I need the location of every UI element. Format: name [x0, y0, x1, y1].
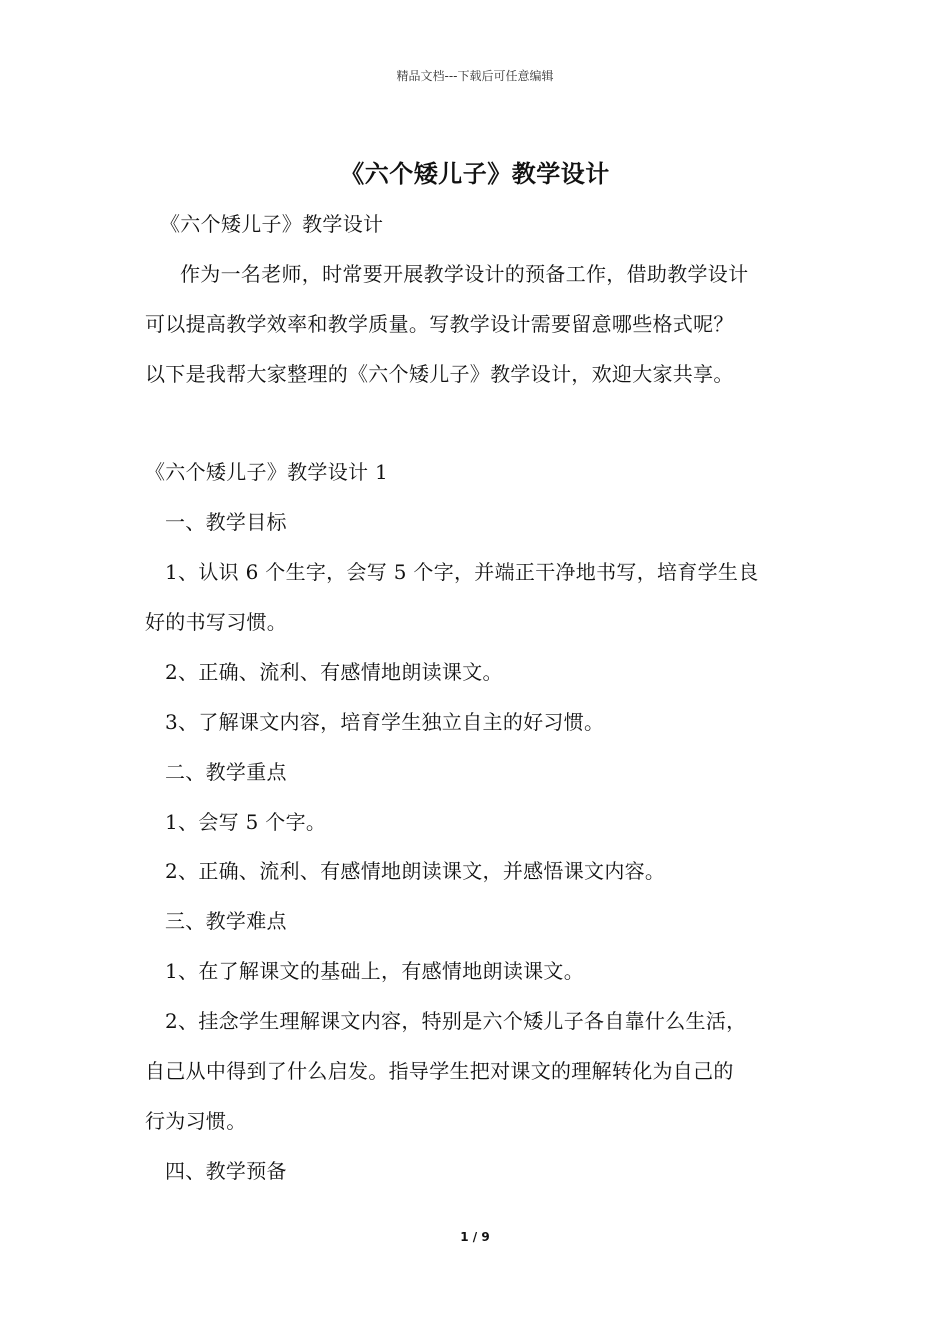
list-item: 3、了解课文内容，培育学生独立自主的好习惯。: [165, 710, 605, 734]
list-item-continued: 行为习惯。: [145, 1109, 247, 1133]
list-item: 1、会写 5 个字。: [165, 810, 327, 834]
section-heading: 《六个矮儿子》教学设计 1: [145, 460, 388, 484]
list-item-continued: 自己从中得到了什么启发。指导学生把对课文的理解转化为自己的: [145, 1059, 734, 1083]
section-heading: 四、教学预备: [165, 1159, 287, 1183]
list-item: 2、正确、流利、有感情地朗读课文，并感悟课文内容。: [165, 859, 666, 883]
page-number: 1 / 9: [460, 1230, 490, 1244]
list-item-continued: 好的书写习惯。: [145, 610, 288, 634]
header-note: 精品文档---下载后可任意编辑: [396, 69, 554, 83]
section-heading: 一、教学目标: [165, 510, 287, 534]
list-item: 1、认识 6 个生字，会写 5 个字，并端正干净地书写，培育学生良: [165, 560, 759, 584]
document-title: 《六个矮儿子》教学设计: [340, 160, 610, 188]
paragraph-line: 作为一名老师，时常要开展教学设计的预备工作，借助教学设计: [180, 262, 749, 286]
section-heading: 三、教学难点: [165, 909, 287, 933]
paragraph-line: 以下是我帮大家整理的《六个矮儿子》教学设计，欢迎大家共享。: [145, 362, 734, 386]
list-item: 2、挂念学生理解课文内容，特别是六个矮儿子各自靠什么生活，: [165, 1009, 747, 1033]
list-item: 2、正确、流利、有感情地朗读课文。: [165, 660, 503, 684]
subtitle-line: 《六个矮儿子》教学设计: [160, 212, 384, 236]
paragraph-line: 可以提高教学效率和教学质量。写教学设计需要留意哪些格式呢？: [145, 312, 734, 336]
list-item: 1、在了解课文的基础上，有感情地朗读课文。: [165, 959, 585, 983]
section-heading: 二、教学重点: [165, 760, 287, 784]
